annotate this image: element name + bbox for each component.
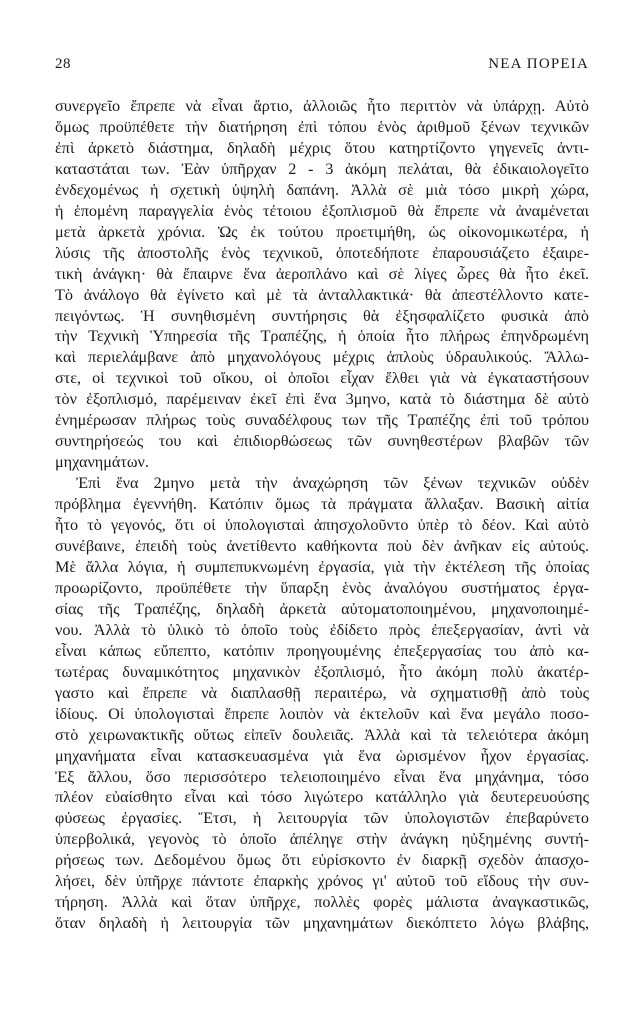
text-line: συνεργεῖο ἔπρεπε νὰ εἶναι ἄρτιο, ἀλλοιῶς ἦτο περιττὸν νὰ ὑπάρχῃ. Αὐτὸ (55, 97, 589, 115)
text-line: τὴν Τεχνικὴ Ὑπηρεσία τῆς Τραπέζης, ἡ ὁποία ἦτο πλήρως ἐπηνδρωμένη (55, 327, 589, 346)
text-line: φύσεως ἐργασίες. Ἔτσι, ἡ λειτουργία τῶν ὑπολογιστῶν ἐπεβαρύνετο (55, 809, 589, 828)
text-line: πλέον εὐαίσθητο εἶναι καὶ τόσο λιγώτερο κατάλληλο γιὰ δευτερευούσης (55, 788, 589, 807)
text-line: ἐνημέρωσαν πλήρως τοὺς συναδέλφους των τῆς Τραπέζης ἐπὶ τοῦ τρόπου (55, 411, 589, 430)
page-number: 28 (55, 56, 71, 72)
text-line: Μὲ ἄλλα λόγια, ἡ συμπεπυκνωμένη ἐργασία, γιὰ τὴν ἐκτέλεση τῆς ὁποίας (55, 557, 589, 576)
text-line: ἐπὶ ἀρκετὸ διάστημα, δηλαδὴ μέχρις ὅτου κατηρτίζοντο γηγενεῖς ἀντι- (55, 138, 589, 157)
text-line: ὑπερβολικά, γεγονὸς τὸ ὁποῖο ἀπέληγε στὴν ἀνάγκη ηὐξημένης συντή- (55, 830, 589, 849)
text-line: πρόβλημα ἐγεννήθη. Κατόπιν ὅμως τὰ πράγματα ἄλλαξαν. Βασικὴ αἰτία (55, 495, 589, 514)
text-line: στε, οἱ τεχνικοὶ τοῦ οἴκου, οἱ ὁποῖοι εἶχαν ἔλθει γιὰ νὰ ἐγκαταστήσουν (55, 369, 589, 388)
text-line: προωρίζοντο, προϋπέθετε τὴν ὕπαρξη ἑνὸς ἀναλόγου συστήματος ἐργα- (55, 578, 589, 597)
text-line: ἡ ἑπομένη παραγγελία ἑνὸς τέτοιου ἐξοπλισμοῦ θὰ ἔπρεπε νὰ ἀναμένεται (55, 201, 589, 220)
text-line: ρήσεως των. Δεδομένου ὅμως ὅτι εὑρίσκοντο ἐν διαρκῇ σχεδὸν ἀπασχο- (55, 851, 589, 870)
text-line: Τὸ ἀνάλογο θὰ ἐγίνετο καὶ μὲ τὰ ἀνταλλακτικά· θὰ ἀπεστέλλοντο κατε- (55, 285, 589, 304)
text-line: μηχανήματα εἶναι κατασκευασμένα γιὰ ἕνα ὡρισμένον ἦχον ἐργασίας. (55, 746, 589, 765)
text-line: πειγόντως. Ἡ συνηθισμένη συντήρησις θὰ ἐξησφαλίζετο φυσικὰ ἀπὸ (55, 306, 589, 325)
text-line: στὸ χειρωνακτικῆς οὕτως εἰπεῖν δουλειᾶς. Ἀλλὰ καὶ τὰ τελειότερα ἀκόμη (55, 725, 589, 744)
text-line: εἶναι κάπως εὔπεπτο, κατόπιν προηγουμένης ἐπεξεργασίας του ἀπὸ κα- (55, 641, 589, 660)
text-line: γαστο καὶ ἔπρεπε νὰ διαπλασθῇ περαιτέρω, νὰ σχηματισθῇ ἀπὸ τοὺς (55, 683, 589, 702)
text-line: ἰδίους. Οἱ ὑπολογισταὶ ἔπρεπε λοιπὸν νὰ ἐκτελοῦν καὶ ἕνα μεγάλο ποσο- (55, 704, 589, 723)
text-line: καταστάται των. Ἐὰν ὑπῆρχαν 2 - 3 ἀκόμη πελάται, θὰ ἐδικαιολογεῖτο (55, 159, 589, 178)
text-line: σίας τῆς Τραπέζης, δηλαδὴ ἀρκετὰ αὐτοματοποιημένου, μηχανοποιημέ- (55, 599, 589, 618)
text-line: τωτέρας δυναμικότητος μηχανικὸν ἐξοπλισμό, ἦτο ἀκόμη πολὺ ἀκατέρ- (55, 662, 589, 681)
text-line: ὅταν δηλαδὴ ἡ λειτουργία τῶν μηχανημάτων διεκόπτετο λόγω βλάβης, (55, 914, 589, 933)
text-line: μηχανημάτων. (55, 453, 149, 472)
text-line: νου. Ἀλλὰ τὸ ὑλικὸ τὸ ὁποῖο τοὺς ἐδίδετο πρὸς ἐπεξεργασίαν, ἀντὶ νὰ (55, 620, 589, 639)
text-line: τὸν ἐξοπλισμό, παρέμειναν ἐκεῖ ἐπὶ ἕνα 3μηνο, κατὰ τὸ διάστημα δὲ αὐτὸ (55, 390, 589, 409)
text-line: Ἐπὶ ἕνα 2μηνο μετὰ τὴν ἀναχώρηση τῶν ξένων τεχνικῶν οὐδὲν (76, 474, 589, 493)
text-line: ἦτο τὸ γεγονός, ὅτι οἱ ὑπολογισταὶ ἀπησχολοῦντο ὑπὲρ τὸ δέον. Καὶ αὐτὸ (55, 516, 589, 535)
text-line: ὅμως προϋπέθετε τὴν διατήρηση ἐπὶ τόπου ἑνὸς ἀριθμοῦ ξένων τεχνικῶν (55, 117, 589, 136)
text-line: ἐνδεχομένως ἡ σχετικὴ ὑψηλὴ δαπάνη. Ἀλλὰ σὲ μιὰ τόσο μικρὴ χώρα, (55, 180, 589, 199)
text-line: συνέβαινε, ἐπειδὴ τοὺς ἀνετίθεντο καθήκοντα ποὺ δὲν ἀνῆκαν εἰς αὐτούς. (55, 537, 589, 556)
body-text (55, 96, 589, 934)
journal-title: ΝΕΑ ΠΟΡΕΙΑ (488, 56, 589, 72)
text-line: τικὴ ἀνάγκη· θὰ ἔπαιρνε ἕνα ἀεροπλάνο καὶ σὲ λίγες ὧρες θὰ ἦτο ἐκεῖ. (55, 264, 589, 283)
text-line: συντηρήσεώς του καὶ ἐπιδιορθώσεως τῶν συνηθεστέρων βλαβῶν τῶν (55, 432, 589, 451)
text-line: μετὰ ἀρκετὰ χρόνια. Ὡς ἐκ τούτου προετιμήθη, ὡς οἰκονομικωτέρα, ἡ (55, 222, 589, 241)
running-header (55, 56, 589, 73)
text-line: τήρηση. Ἀλλὰ καὶ ὅταν ὑπῆρχε, πολλὲς φορὲς μάλιστα ἀναγκαστικῶς, (55, 893, 589, 912)
text-line: λύσις τῆς ἀποστολῆς ἑνὸς τεχνικοῦ, ὁποτεδήποτε ἐπαρουσιάζετο ἐξαιρε- (55, 243, 589, 262)
text-line: Ἐξ ἄλλου, ὅσο περισσότερο τελειοποιημένο εἶναι ἕνα μηχάνημα, τόσο (55, 767, 589, 786)
text-line: λήσει, δὲν ὑπῆρχε πάντοτε ἐπαρκὴς χρόνος γι' αὐτοῦ τοῦ εἴδους τὴν συν- (55, 872, 589, 891)
text-line: καὶ περιελάμβανε ἀπὸ μηχανολόγους μέχρις ἁπλοὺς ὑδραυλικούς. Ἄλλω- (55, 348, 589, 367)
